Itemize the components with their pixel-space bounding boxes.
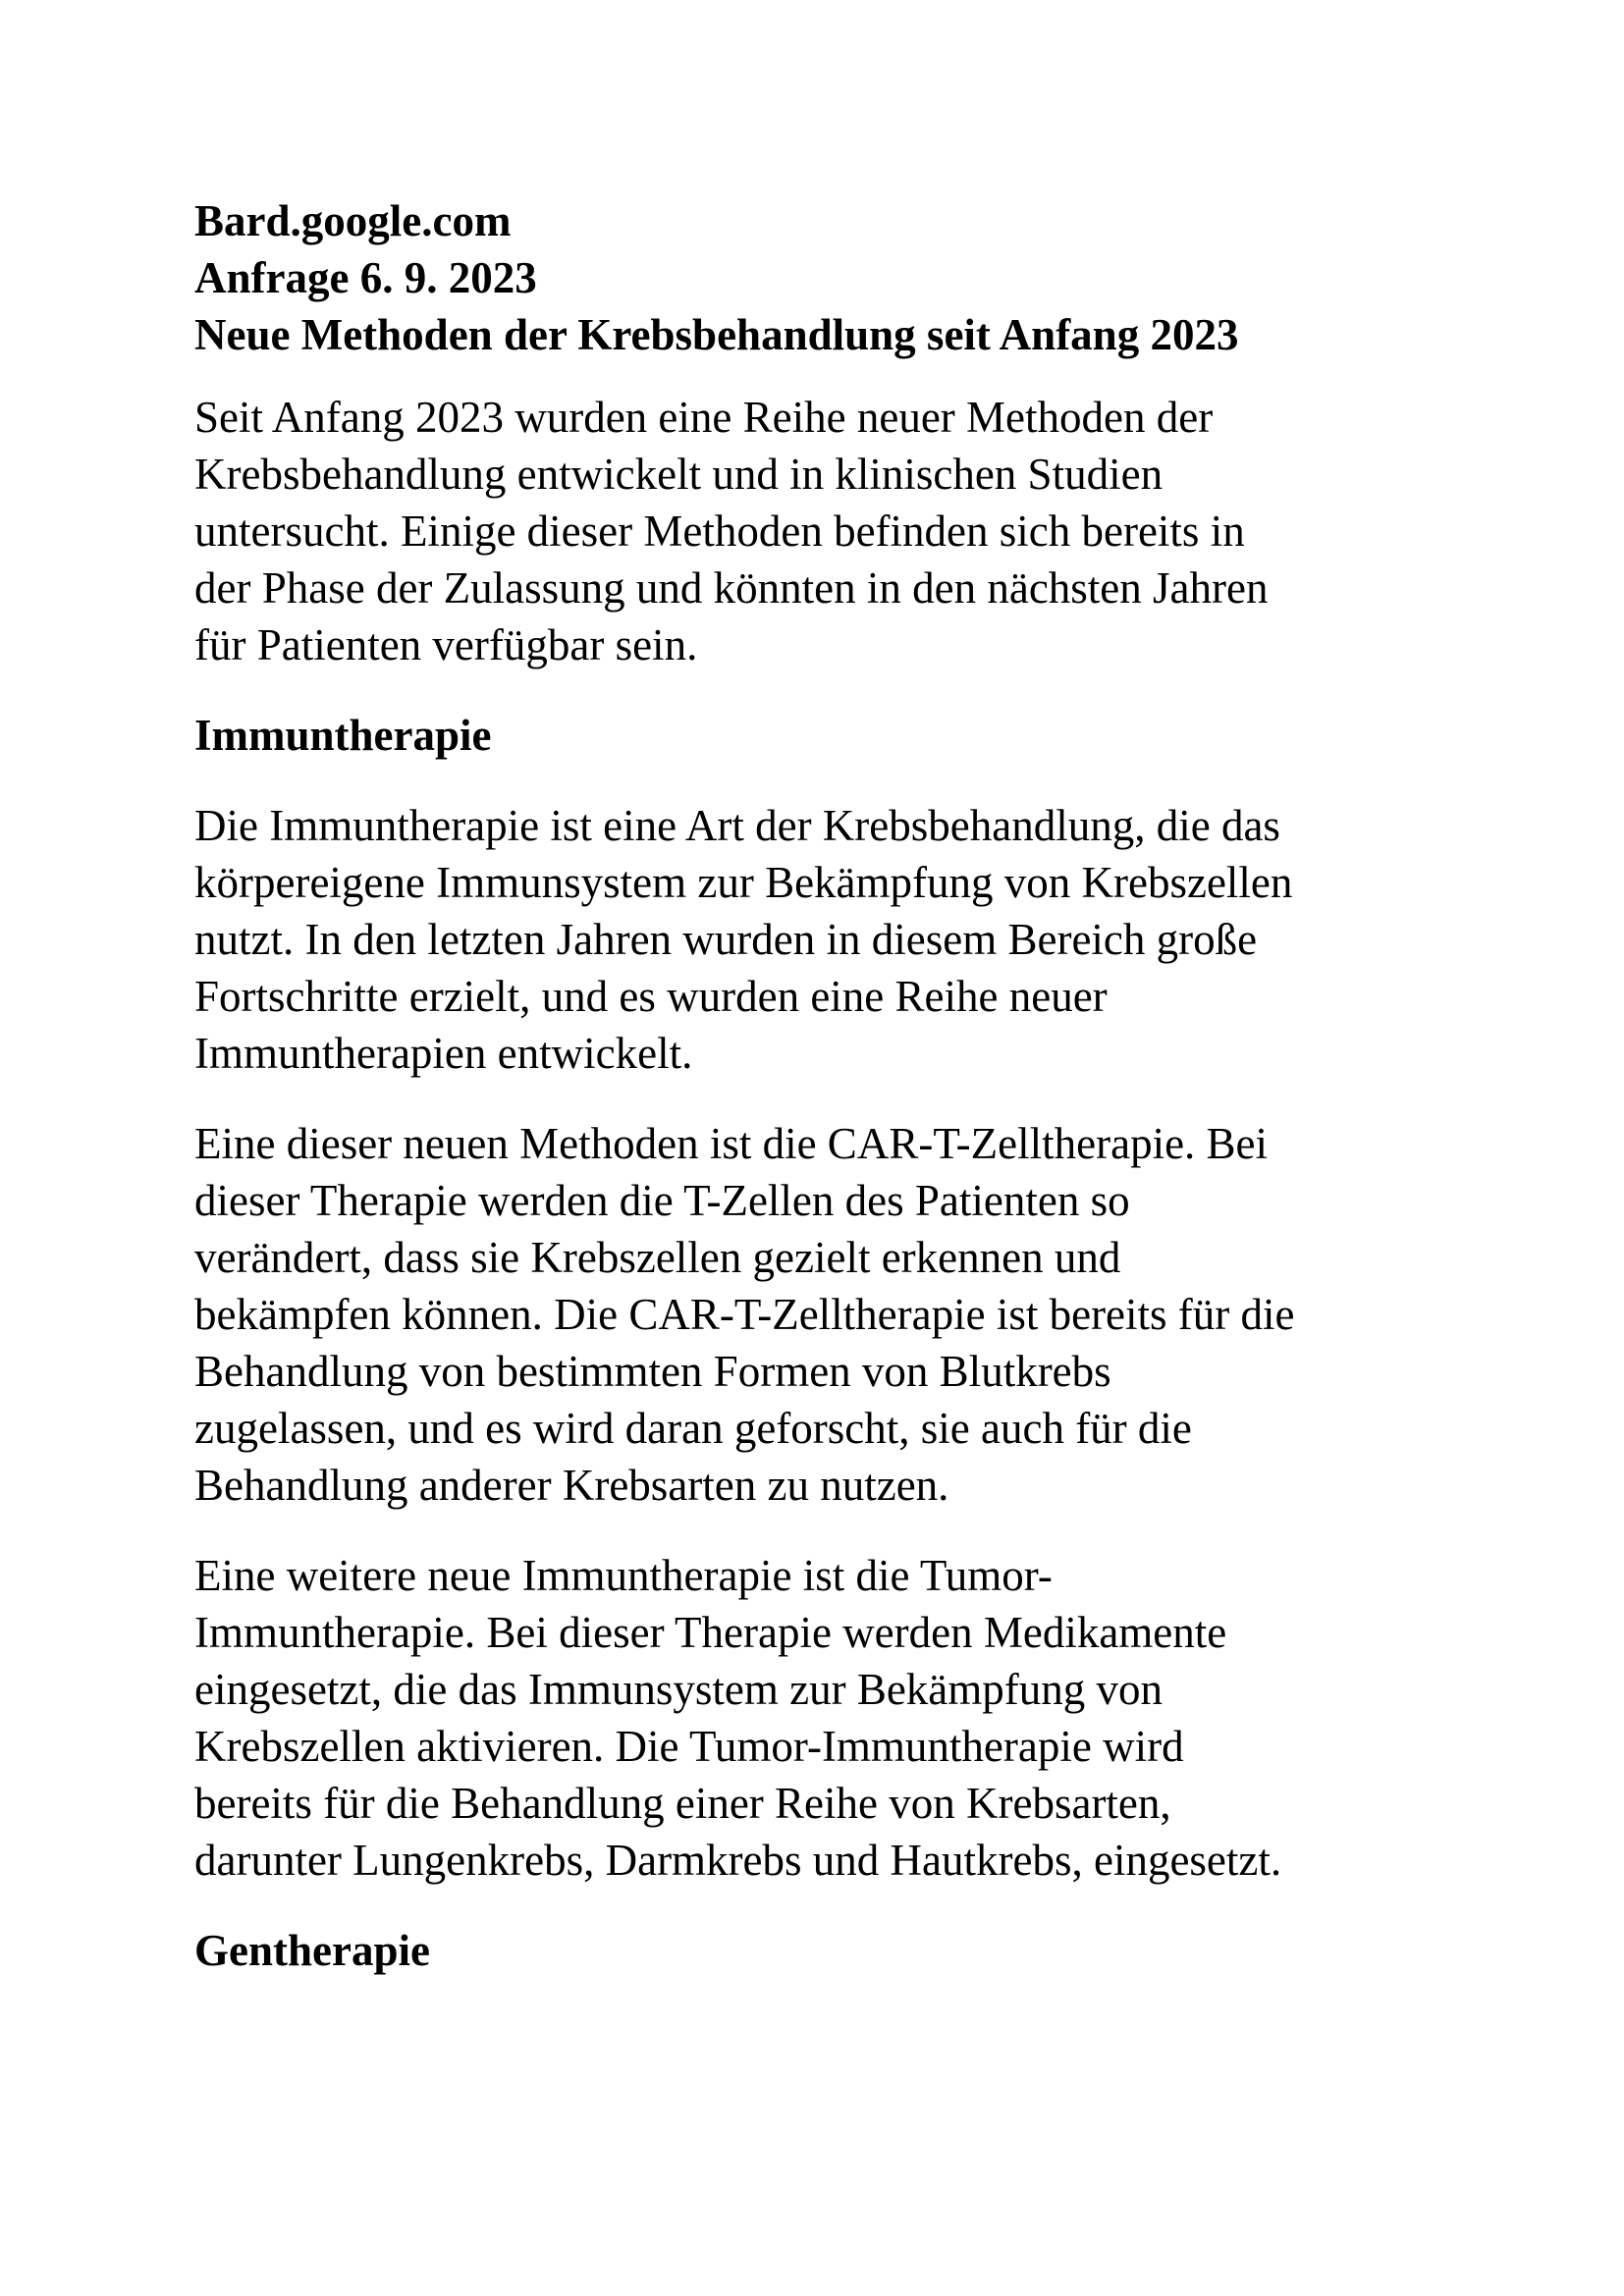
text-line: für Patienten verfügbar sein. xyxy=(194,620,698,669)
immuntherapie-paragraph-2 xyxy=(194,1115,1451,1514)
document-page xyxy=(194,192,1451,1979)
text-line: Eine dieser neuen Methoden ist die CAR-T-Zelltherapie. Bei xyxy=(194,1119,1269,1168)
immuntherapie-paragraph-3 xyxy=(194,1547,1451,1889)
text-line: körpereigene Immunsystem zur Bekämpfung von Krebszellen xyxy=(194,858,1293,907)
text-line: untersucht. Einige dieser Methoden befinden sich bereits in xyxy=(194,507,1245,556)
document-header xyxy=(194,192,1451,363)
text-line: eingesetzt, die das Immunsystem zur Bekämpfung von xyxy=(194,1665,1164,1714)
document-title: Neue Methoden der Krebsbehandlung seit Anfang 2023 xyxy=(194,310,1239,359)
text-line: Fortschritte erzielt, und es wurden eine Reihe neuer xyxy=(194,972,1108,1021)
text-line: dieser Therapie werden die T-Zellen des Patienten so xyxy=(194,1176,1130,1225)
intro-paragraph xyxy=(194,389,1451,673)
text-line: Immuntherapien entwickelt. xyxy=(194,1029,693,1078)
text-line: Behandlung anderer Krebsarten zu nutzen. xyxy=(194,1461,949,1510)
text-line: bereits für die Behandlung einer Reihe von Krebsarten, xyxy=(194,1779,1171,1828)
text-line: Seit Anfang 2023 wurden eine Reihe neuer Methoden der xyxy=(194,393,1214,442)
text-line: darunter Lungenkrebs, Darmkrebs und Hautkrebs, eingesetzt. xyxy=(194,1836,1282,1885)
text-line: nutzt. In den letzten Jahren wurden in diesem Bereich große xyxy=(194,915,1258,964)
text-line: zugelassen, und es wird daran geforscht, sie auch für die xyxy=(194,1404,1192,1453)
text-line: Krebszellen aktivieren. Die Tumor-Immuntherapie wird xyxy=(194,1722,1184,1771)
text-line: Eine weitere neue Immuntherapie ist die Tumor- xyxy=(194,1551,1053,1600)
text-line: Krebsbehandlung entwickelt und in klinischen Studien xyxy=(194,450,1164,499)
request-date-line: Anfrage 6. 9. 2023 xyxy=(194,253,537,302)
immuntherapie-paragraph-1 xyxy=(194,797,1451,1082)
text-line: Immuntherapie. Bei dieser Therapie werden Medikamente xyxy=(194,1608,1227,1657)
text-line: bekämpfen können. Die CAR-T-Zelltherapie ist bereits für die xyxy=(194,1290,1295,1339)
text-line: verändert, dass sie Krebszellen gezielt erkennen und xyxy=(194,1233,1121,1282)
text-line: Die Immuntherapie ist eine Art der Krebsbehandlung, die das xyxy=(194,801,1280,850)
section-heading-gentherapie: Gentherapie xyxy=(194,1926,430,1975)
text-line: der Phase der Zulassung und könnten in den nächsten Jahren xyxy=(194,563,1269,613)
text-line: Behandlung von bestimmten Formen von Blutkrebs xyxy=(194,1347,1111,1396)
section-heading-immuntherapie: Immuntherapie xyxy=(194,711,492,760)
source-line: Bard.google.com xyxy=(194,196,512,245)
